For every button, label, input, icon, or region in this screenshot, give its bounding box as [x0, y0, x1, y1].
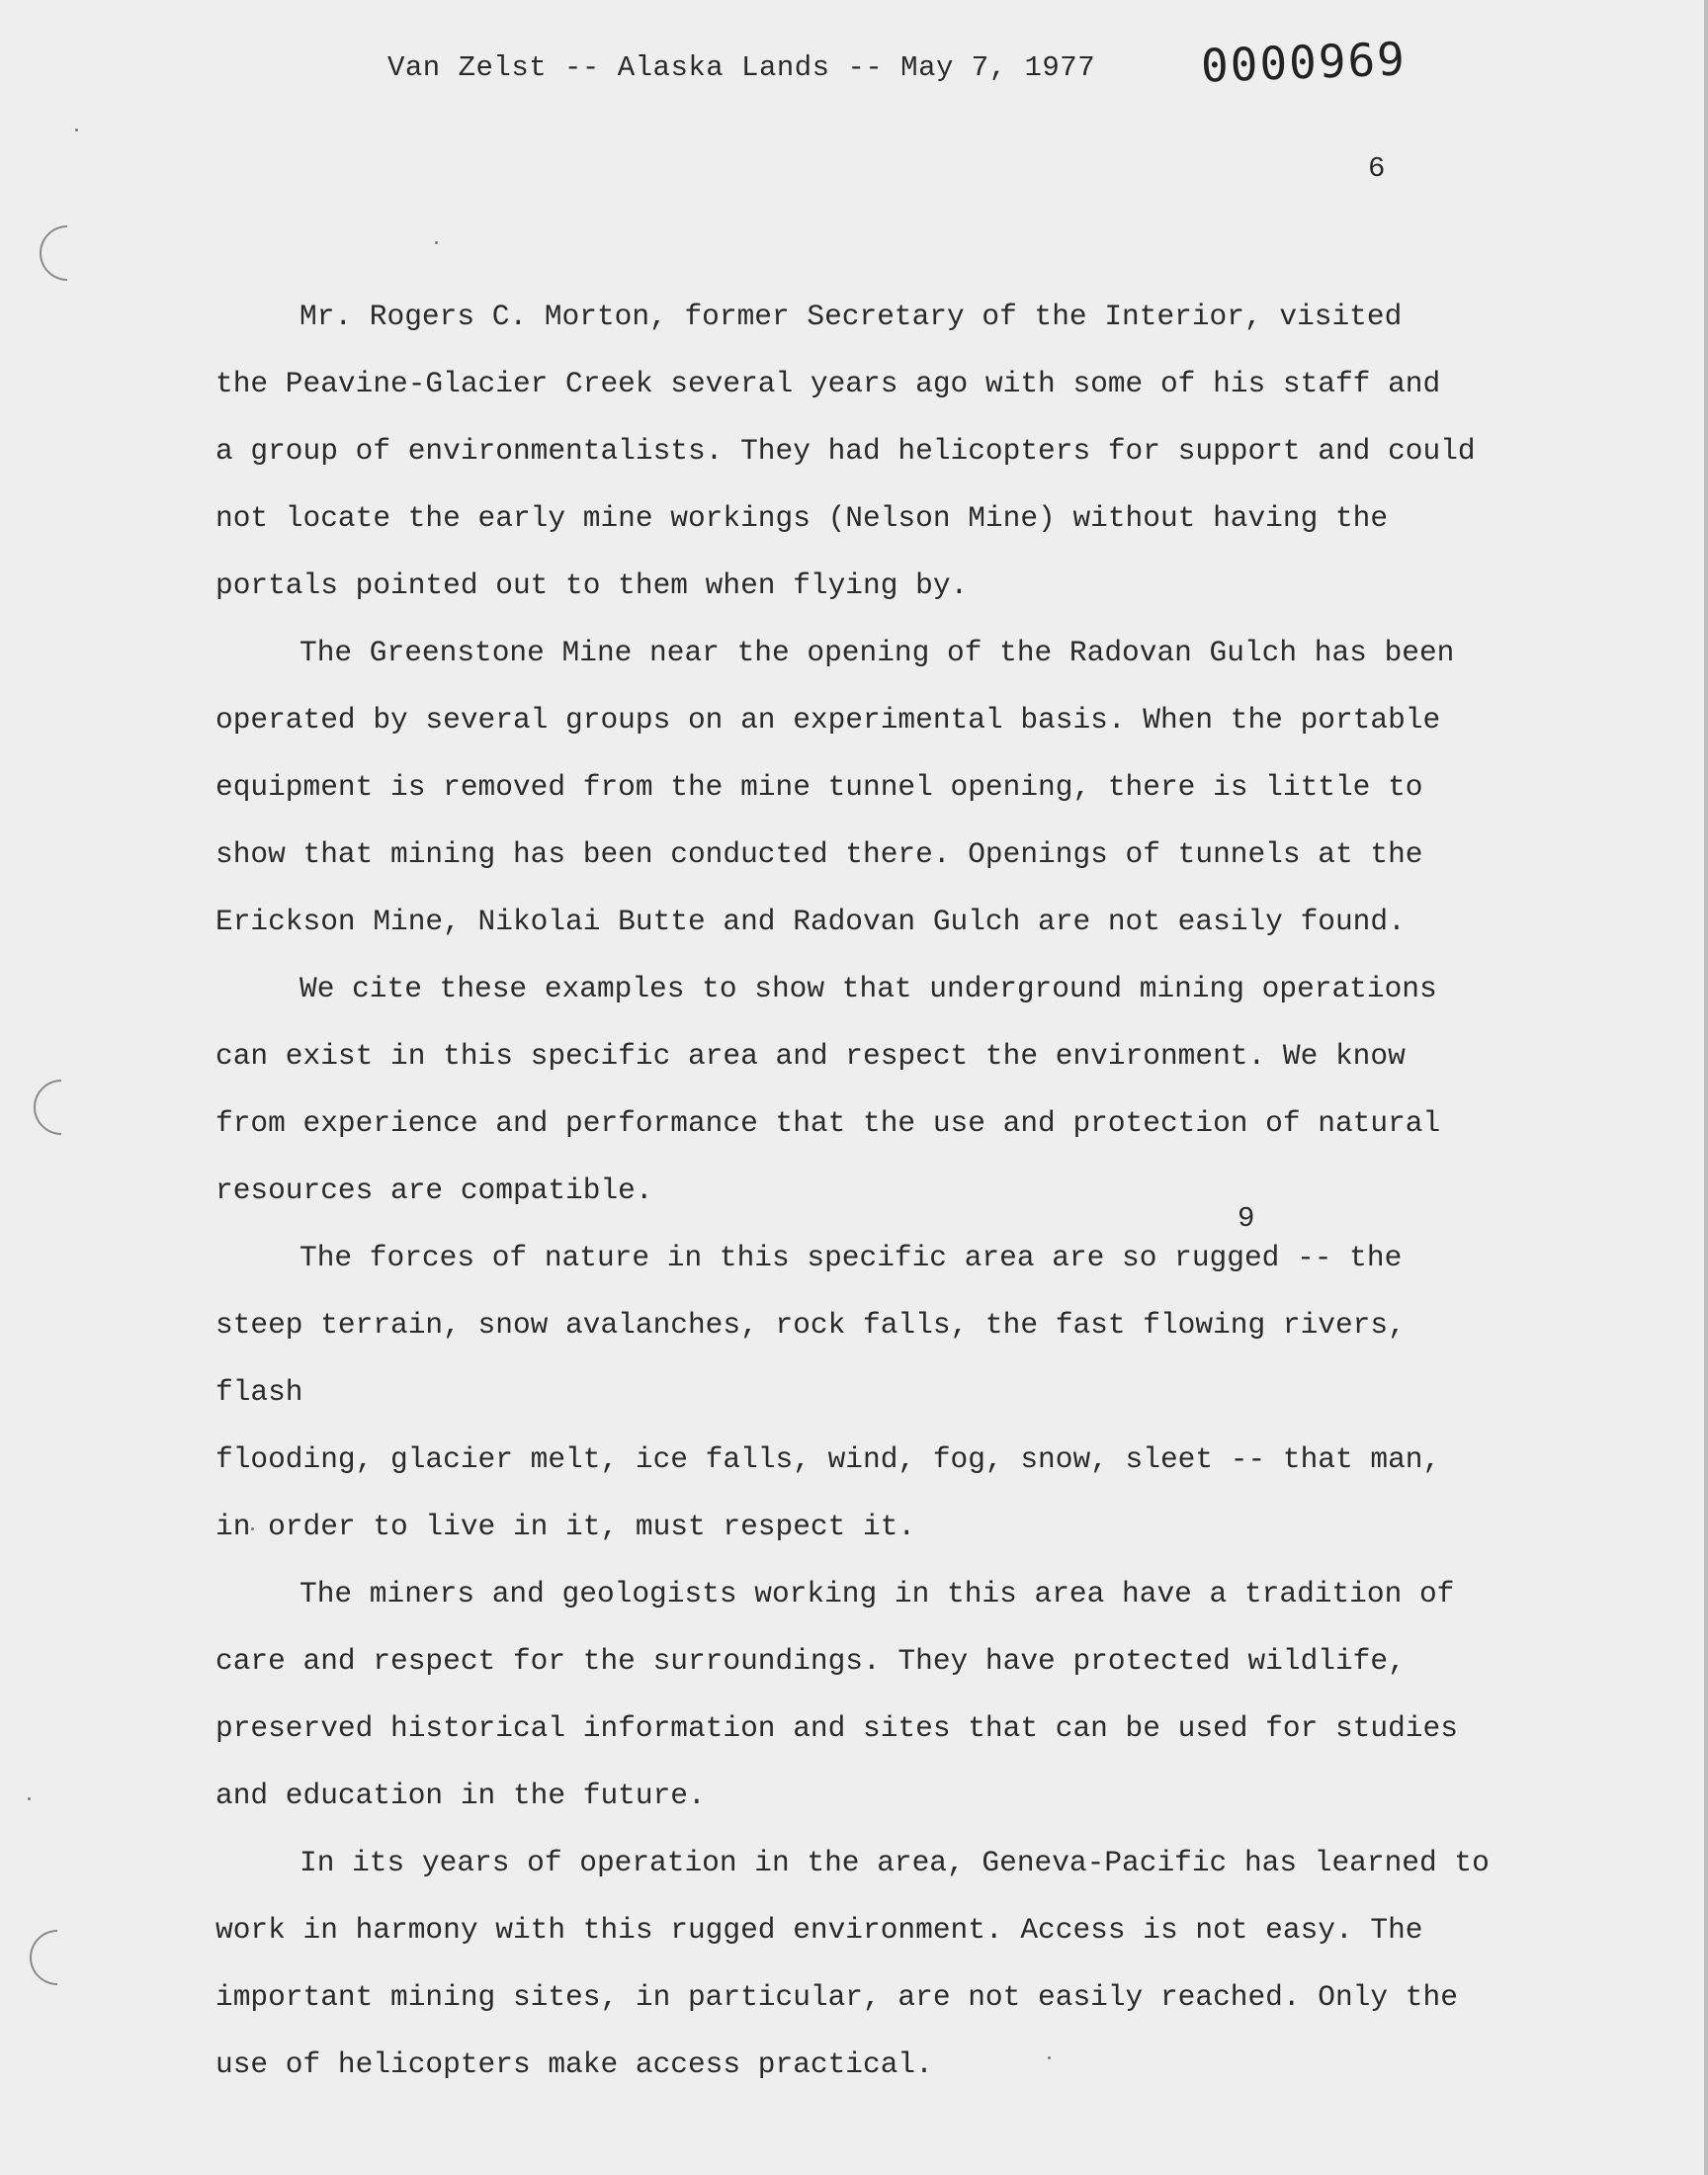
scan-speck: [75, 129, 78, 131]
punch-hole-mark: [28, 214, 106, 292]
document-header: Van Zelst -- Alaska Lands -- May 7, 1977: [387, 51, 1096, 84]
scan-speck: [435, 241, 438, 244]
punch-hole-mark: [18, 1918, 96, 1996]
paragraph: In its years of operation in the area, Geneva-Pacific has learned to work in harmony with this rugged environment. Access is not easy. The important mining sites, in particular, are not easily reached. Only the use of helicopters make access practical.: [215, 1846, 1490, 2081]
paragraph: The Greenstone Mine near the opening of the Radovan Gulch has been operated by several groups on an experimental basis. When the portable equipment is removed from the mine tunnel opening, there is little to show that mining has been conducted there. Openings of tunnels at the Erickson Mine, Nikolai Butte and Radovan Gulch are not easily found.: [215, 636, 1455, 938]
paragraph: The forces of nature in this specific area are so rugged -- the steep terrain, snow avalanches, rock falls, the fast flowing rivers, flash flooding, glacier melt, ice falls, wind, fog, snow, sleet -- that man, in order to live in it, must respect it.: [215, 1241, 1441, 1543]
paragraph: We cite these examples to show that underground mining operations can exist in this specific area and respect the environment. We know from experience and performance that the use and protection of natural resources are compatible.: [215, 972, 1441, 1207]
punch-hole-mark: [22, 1068, 100, 1146]
paragraph: Mr. Rogers C. Morton, former Secretary of the Interior, visited the Peavine-Glacier Creek several years ago with some of his staff and a group of environmentalists. They had helicopters for support and could not locate the early mine workings (Nelson Mine) without having the portals pointed out to them when flying by.: [215, 300, 1476, 602]
paragraph: The miners and geologists working in this area have a tradition of care and respect for the surroundings. They have protected wildlife, preserved historical information and sites that can be used for studies and education in the future.: [215, 1577, 1458, 1812]
page-edge-shadow: [1704, 0, 1708, 2175]
body-text: [215, 283, 1500, 2098]
document-stamp-number: 0000969: [1200, 32, 1408, 93]
scan-speck: [28, 1797, 31, 1800]
page-number: 6: [1368, 152, 1386, 185]
footnote-marker: 9: [1238, 1202, 1255, 1235]
